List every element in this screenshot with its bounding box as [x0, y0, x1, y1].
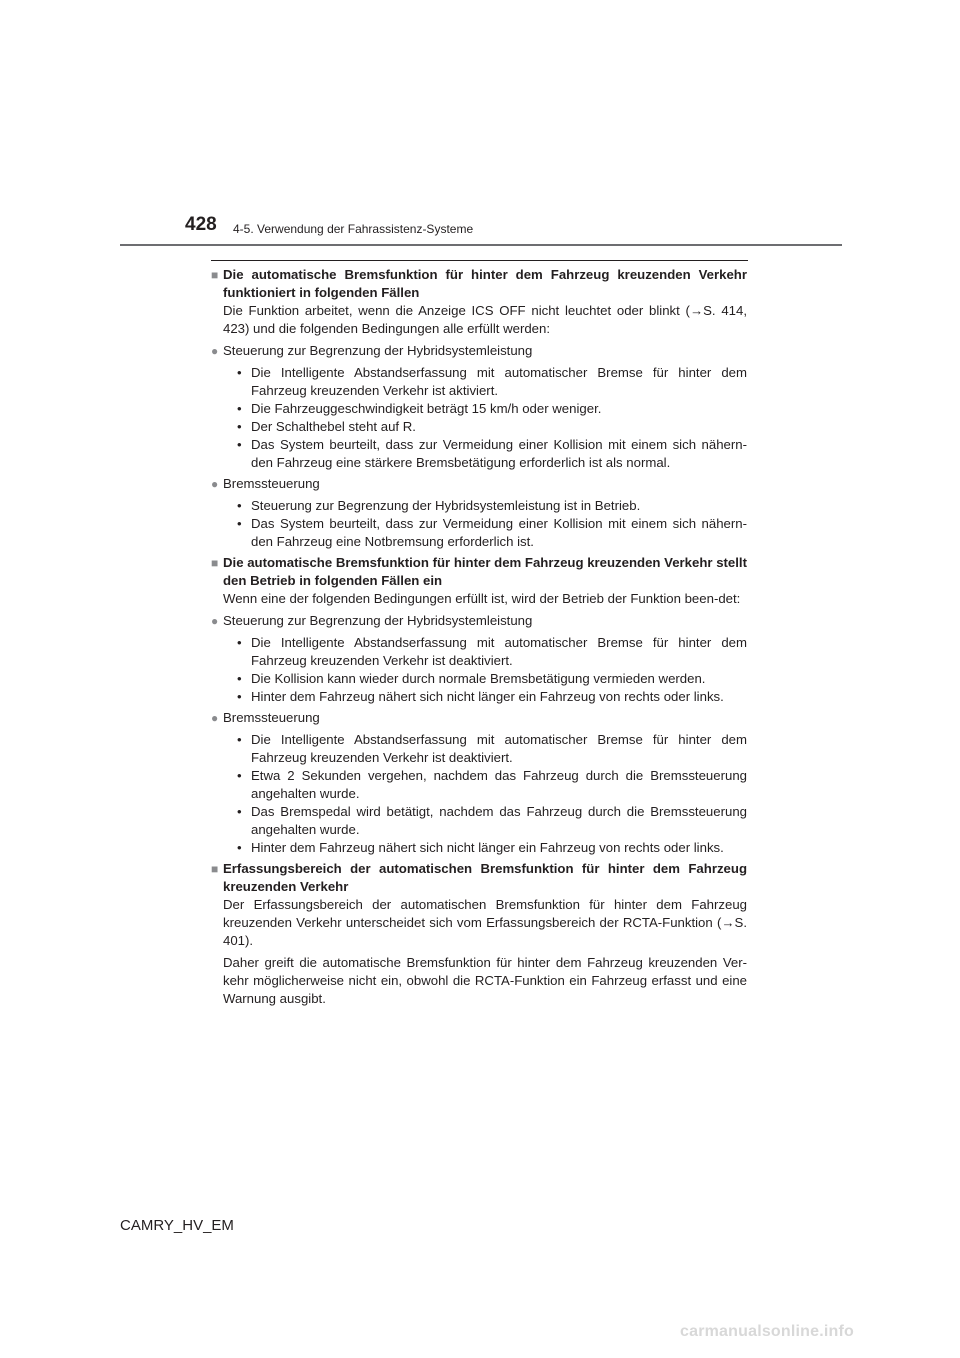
content-rule [211, 260, 748, 261]
list-item: • Die Fahrzeuggeschwindigkeit beträgt 15 km/h oder weniger. [237, 401, 602, 416]
subsection-heading: ● Steuerung zur Begrenzung der Hybridsystemleistung [211, 343, 533, 358]
list-item: • Steuerung zur Begrenzung der Hybridsystemleistung ist in Betrieb. [237, 498, 641, 513]
content [211, 266, 747, 1012]
list-item: • Die Intelligente Abstandserfassung mit automatischer Bremse für hinter dem Fahrzeug kreuzenden Verkehr ist deaktiviert. [237, 732, 747, 765]
bullet-list [211, 497, 747, 551]
list-item: • Die Intelligente Abstandserfassung mit automatischer Bremse für hinter dem Fahrzeug kreuzenden Verkehr ist deaktiviert. [237, 635, 747, 668]
circle-bullet-icon: ● [211, 711, 219, 725]
paragraph: Daher greift die automatische Bremsfunktion für hinter dem Fahrzeug kreuzenden Ver-kehr möglicherweise nicht ein, obwohl die RCTA-Funktion ein Fahrzeug erfasst und eine Warnung ausgibt. [223, 955, 747, 1006]
circle-bullet-icon: ● [211, 477, 219, 491]
section-intro: Die Funktion arbeitet, wenn die Anzeige ICS OFF nicht leuchtet oder blinkt (→S. 414, 423) und die folgenden Bedingungen alle erfüllt werden: [223, 303, 747, 336]
list-item: • Etwa 2 Sekunden vergehen, nachdem das Fahrzeug durch die Bremssteuerung angehalten wurde. [237, 768, 747, 801]
bullet-list [211, 634, 747, 706]
list-item: • Hinter dem Fahrzeug nähert sich nicht länger ein Fahrzeug von rechts oder links. [237, 689, 724, 704]
list-item: • Das System beurteilt, dass zur Vermeidung einer Kollision mit einem sich nähern-den Fahrzeug eine stärkere Bremsbetätigung erforderlich ist als normal. [237, 437, 747, 470]
square-bullet-icon: ■ [211, 862, 219, 876]
bullet-list [211, 364, 747, 472]
square-bullet-icon: ■ [211, 268, 219, 282]
bullet-list [211, 731, 747, 857]
section-block [211, 860, 747, 1008]
list-item: • Hinter dem Fahrzeug nähert sich nicht länger ein Fahrzeug von rechts oder links. [237, 840, 724, 855]
list-item: • Die Intelligente Abstandserfassung mit automatischer Bremse für hinter dem Fahrzeug kreuzenden Verkehr ist aktiviert. [237, 365, 747, 398]
circle-bullet-icon: ● [211, 614, 219, 628]
section-block [211, 266, 747, 551]
section-block [211, 554, 747, 857]
page-number: 428 [185, 214, 217, 235]
section-heading: ■ Die automatische Bremsfunktion für hinter dem Fahrzeug kreuzenden Verkehr funktioniert in folgenden Fällen [211, 267, 747, 300]
section-heading: ■ Erfassungsbereich der automatischen Bremsfunktion für hinter dem Fahrzeug kreuzenden Verkehr [211, 861, 747, 894]
square-bullet-icon: ■ [211, 556, 219, 570]
section-title: 4-5. Verwendung der Fahrassistenz-Systeme [233, 222, 474, 236]
list-item: • Das System beurteilt, dass zur Vermeidung einer Kollision mit einem sich nähern-den Fahrzeug eine Notbremsung erforderlich ist. [237, 516, 747, 549]
circle-bullet-icon: ● [211, 344, 219, 358]
watermark: carmanualsonline.info [680, 1323, 855, 1340]
footer-model-code: CAMRY_HV_EM [120, 1217, 234, 1234]
section-intro: Wenn eine der folgenden Bedingungen erfüllt ist, wird der Betrieb der Funktion been-det: [223, 591, 741, 606]
paragraph: Der Erfassungsbereich der automatischen Bremsfunktion für hinter dem Fahrzeug kreuzenden Verkehr unterscheidet sich vom Erfassungsbereich der RCTA-Funktion (→S. 401). [223, 897, 747, 948]
list-item: • Der Schalthebel steht auf R. [237, 419, 416, 434]
subsection-heading: ● Bremssteuerung [211, 710, 320, 725]
section-heading: ■ Die automatische Bremsfunktion für hinter dem Fahrzeug kreuzenden Verkehr stellt den Betrieb in folgenden Fällen ein [211, 555, 747, 588]
header-rule [120, 244, 842, 246]
subsection-heading: ● Bremssteuerung [211, 476, 320, 491]
list-item: • Die Kollision kann wieder durch normale Bremsbetätigung vermieden werden. [237, 671, 706, 686]
subsection-heading: ● Steuerung zur Begrenzung der Hybridsystemleistung [211, 613, 533, 628]
list-item: • Das Bremspedal wird betätigt, nachdem das Fahrzeug durch die Bremssteuerung angehalten wurde. [237, 804, 747, 837]
